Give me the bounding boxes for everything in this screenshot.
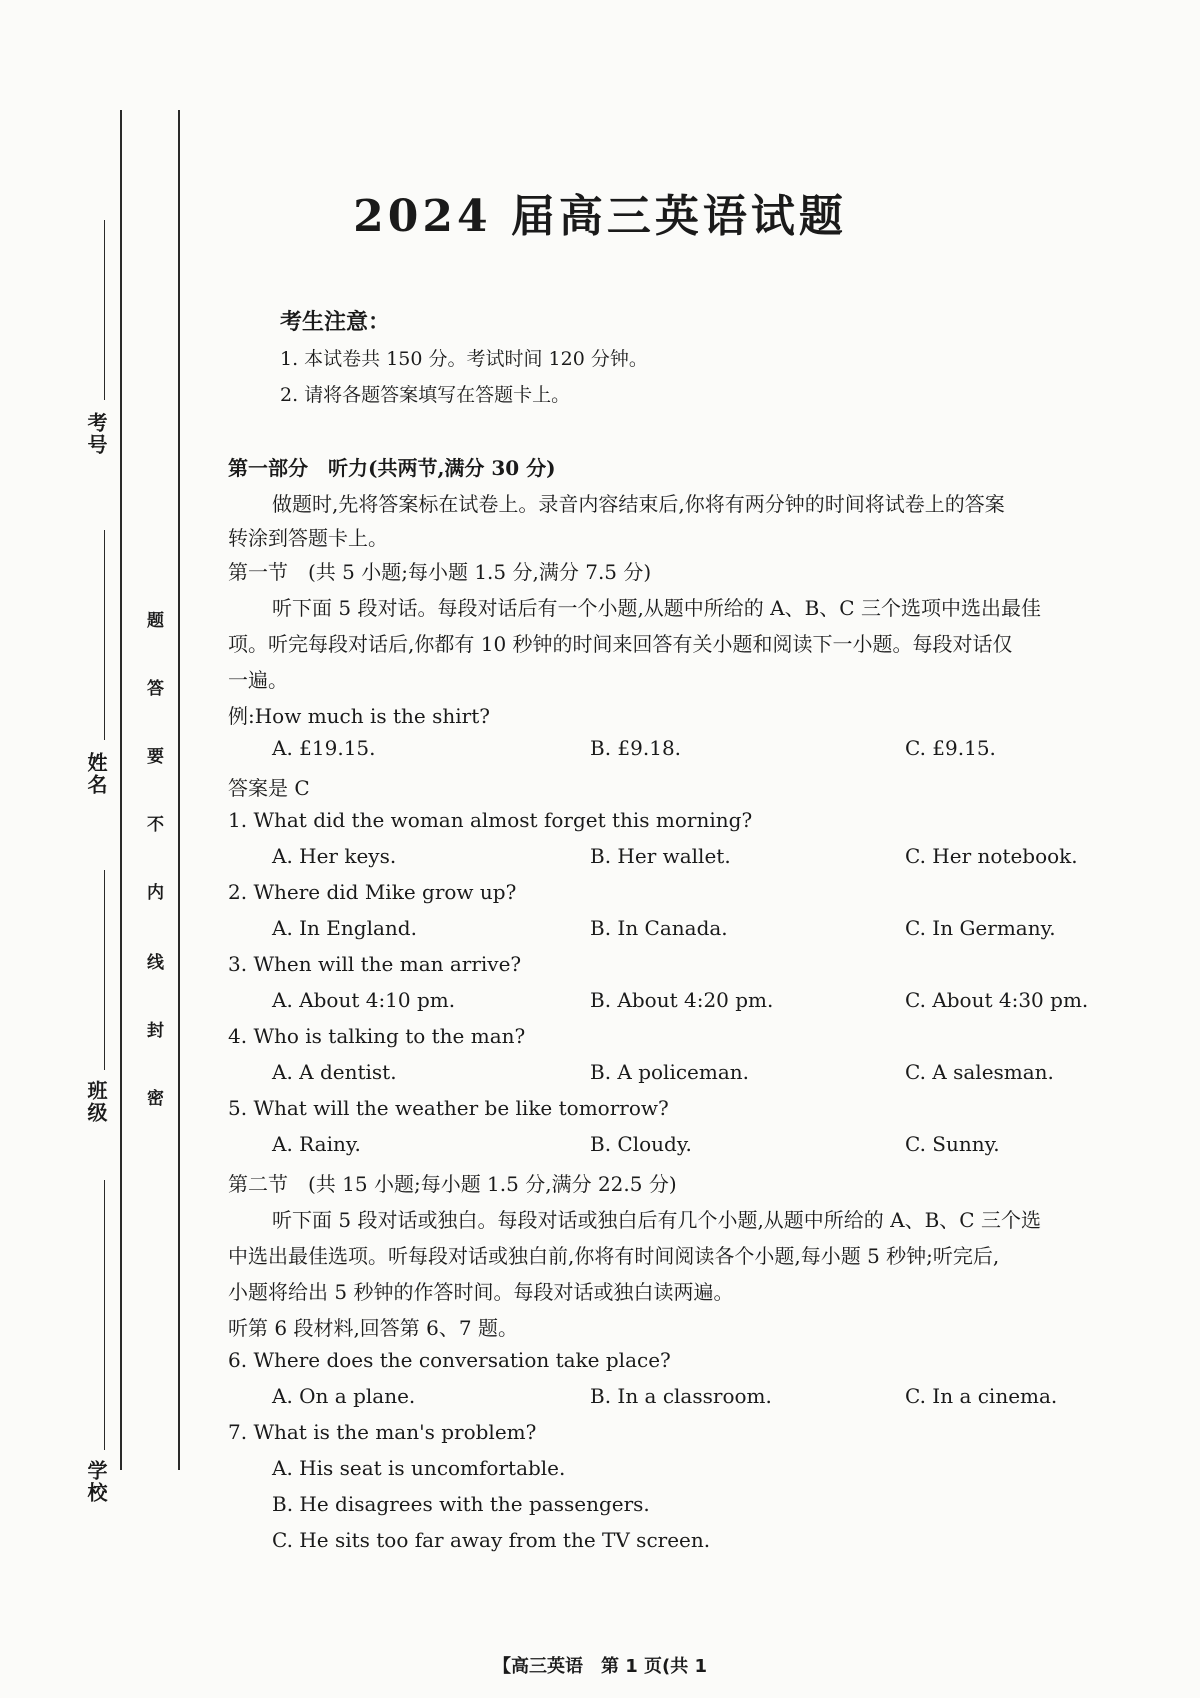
section2-heading: 第二节 (共 15 小题;每小题 1.5 分,满分 22.5 分) (228, 1172, 677, 1196)
q1-option-a: A. Her keys. (272, 844, 397, 868)
q4-option-a: A. A dentist. (272, 1060, 397, 1084)
q6-option-c: C. In a cinema. (905, 1384, 1058, 1408)
section2-intro: 小题将给出 5 秒钟的作答时间。每段对话或独白读两遍。 (228, 1280, 734, 1304)
seal-char: 密 (147, 1078, 164, 1115)
question-5: 5. What will the weather be like tomorrow? (228, 1096, 669, 1120)
q3-option-b: B. About 4:20 pm. (590, 988, 774, 1012)
example-question: 例:How much is the shirt? (228, 704, 490, 728)
q5-option-a: A. Rainy. (272, 1132, 361, 1156)
seal-char: 答 (147, 668, 164, 705)
q3-option-a: A. About 4:10 pm. (272, 988, 456, 1012)
section1-intro: 一遍。 (228, 668, 288, 692)
section1-heading: 第一节 (共 5 小题;每小题 1.5 分,满分 7.5 分) (228, 560, 652, 584)
section2-intro: 中选出最佳选项。听每段对话或独白前,你将有时间阅读各个小题,每小题 5 秒钟;听完后, (228, 1244, 1000, 1268)
q2-option-b: B. In Canada. (590, 916, 728, 940)
q7-option-a: A. His seat is uncomfortable. (272, 1456, 566, 1480)
example-option-c: C. £9.15. (905, 736, 996, 760)
part1-intro: 做题时,先将答案标在试卷上。录音内容结束后,你将有两分钟的时间将试卷上的答案 (272, 492, 1005, 516)
section1-intro: 项。听完每段对话后,你都有 10 秒钟的时间来回答有关小题和阅读下一小题。每段对话仅 (228, 632, 1013, 656)
example-answer: 答案是 C (228, 776, 310, 800)
question-1: 1. What did the woman almost forget this morning? (228, 808, 753, 832)
q7-option-b: B. He disagrees with the passengers. (272, 1492, 650, 1516)
part1-intro: 转涂到答题卡上。 (228, 526, 388, 550)
notice-item: 1. 本试卷共 150 分。考试时间 120 分钟。 (280, 348, 648, 370)
class-underline (104, 870, 105, 1070)
class-label: 班级 (84, 1080, 108, 1124)
q6-option-b: B. In a classroom. (590, 1384, 772, 1408)
notice-heading: 考生注意： (280, 309, 391, 335)
school-underline (104, 1180, 105, 1450)
seal-char: 不 (147, 804, 164, 841)
exam-no-underline (104, 220, 105, 400)
question-3: 3. When will the man arrive? (228, 952, 522, 976)
seal-char: 线 (147, 942, 164, 979)
q1-option-b: B. Her wallet. (590, 844, 731, 868)
q4-option-b: B. A policeman. (590, 1060, 750, 1084)
question-2: 2. Where did Mike grow up? (228, 880, 517, 904)
q2-option-c: C. In Germany. (905, 916, 1056, 940)
seal-char: 要 (147, 736, 164, 773)
margin-line-left (120, 110, 122, 1470)
seal-char: 题 (147, 600, 164, 637)
notice-item: 2. 请将各题答案填写在答题卡上。 (280, 384, 571, 406)
q1-option-c: C. Her notebook. (905, 844, 1078, 868)
q3-option-c: C. About 4:30 pm. (905, 988, 1089, 1012)
seal-char: 内 (147, 872, 164, 909)
seal-char: 封 (147, 1010, 164, 1047)
question-7: 7. What is the man's problem? (228, 1420, 537, 1444)
example-option-a: A. £19.15. (272, 736, 376, 760)
q4-option-c: C. A salesman. (905, 1060, 1054, 1084)
q6-option-a: A. On a plane. (272, 1384, 416, 1408)
name-label: 姓名 (84, 752, 108, 796)
page-footer: 【高三英语 第 1 页(共 1 (492, 1656, 708, 1677)
page-title: 2024 届高三英语试题 (353, 191, 847, 242)
name-underline (104, 530, 105, 740)
q2-option-a: A. In England. (272, 916, 417, 940)
q5-option-b: B. Cloudy. (590, 1132, 692, 1156)
exam-no-label: 考号 (84, 412, 108, 456)
question-4: 4. Who is talking to the man? (228, 1024, 526, 1048)
part1-heading: 第一部分 听力(共两节,满分 30 分) (228, 456, 556, 480)
q7-option-c: C. He sits too far away from the TV screen. (272, 1528, 711, 1552)
margin-line-right (178, 110, 180, 1470)
q5-option-c: C. Sunny. (905, 1132, 1000, 1156)
school-label: 学校 (84, 1460, 108, 1504)
example-option-b: B. £9.18. (590, 736, 682, 760)
section1-intro: 听下面 5 段对话。每段对话后有一个小题,从题中所给的 A、B、C 三个选项中选出最佳 (272, 596, 1041, 620)
material-instruction: 听第 6 段材料,回答第 6、7 题。 (228, 1316, 518, 1340)
question-6: 6. Where does the conversation take place? (228, 1348, 671, 1372)
section2-intro: 听下面 5 段对话或独白。每段对话或独白后有几个小题,从题中所给的 A、B、C 三个选 (272, 1208, 1041, 1232)
